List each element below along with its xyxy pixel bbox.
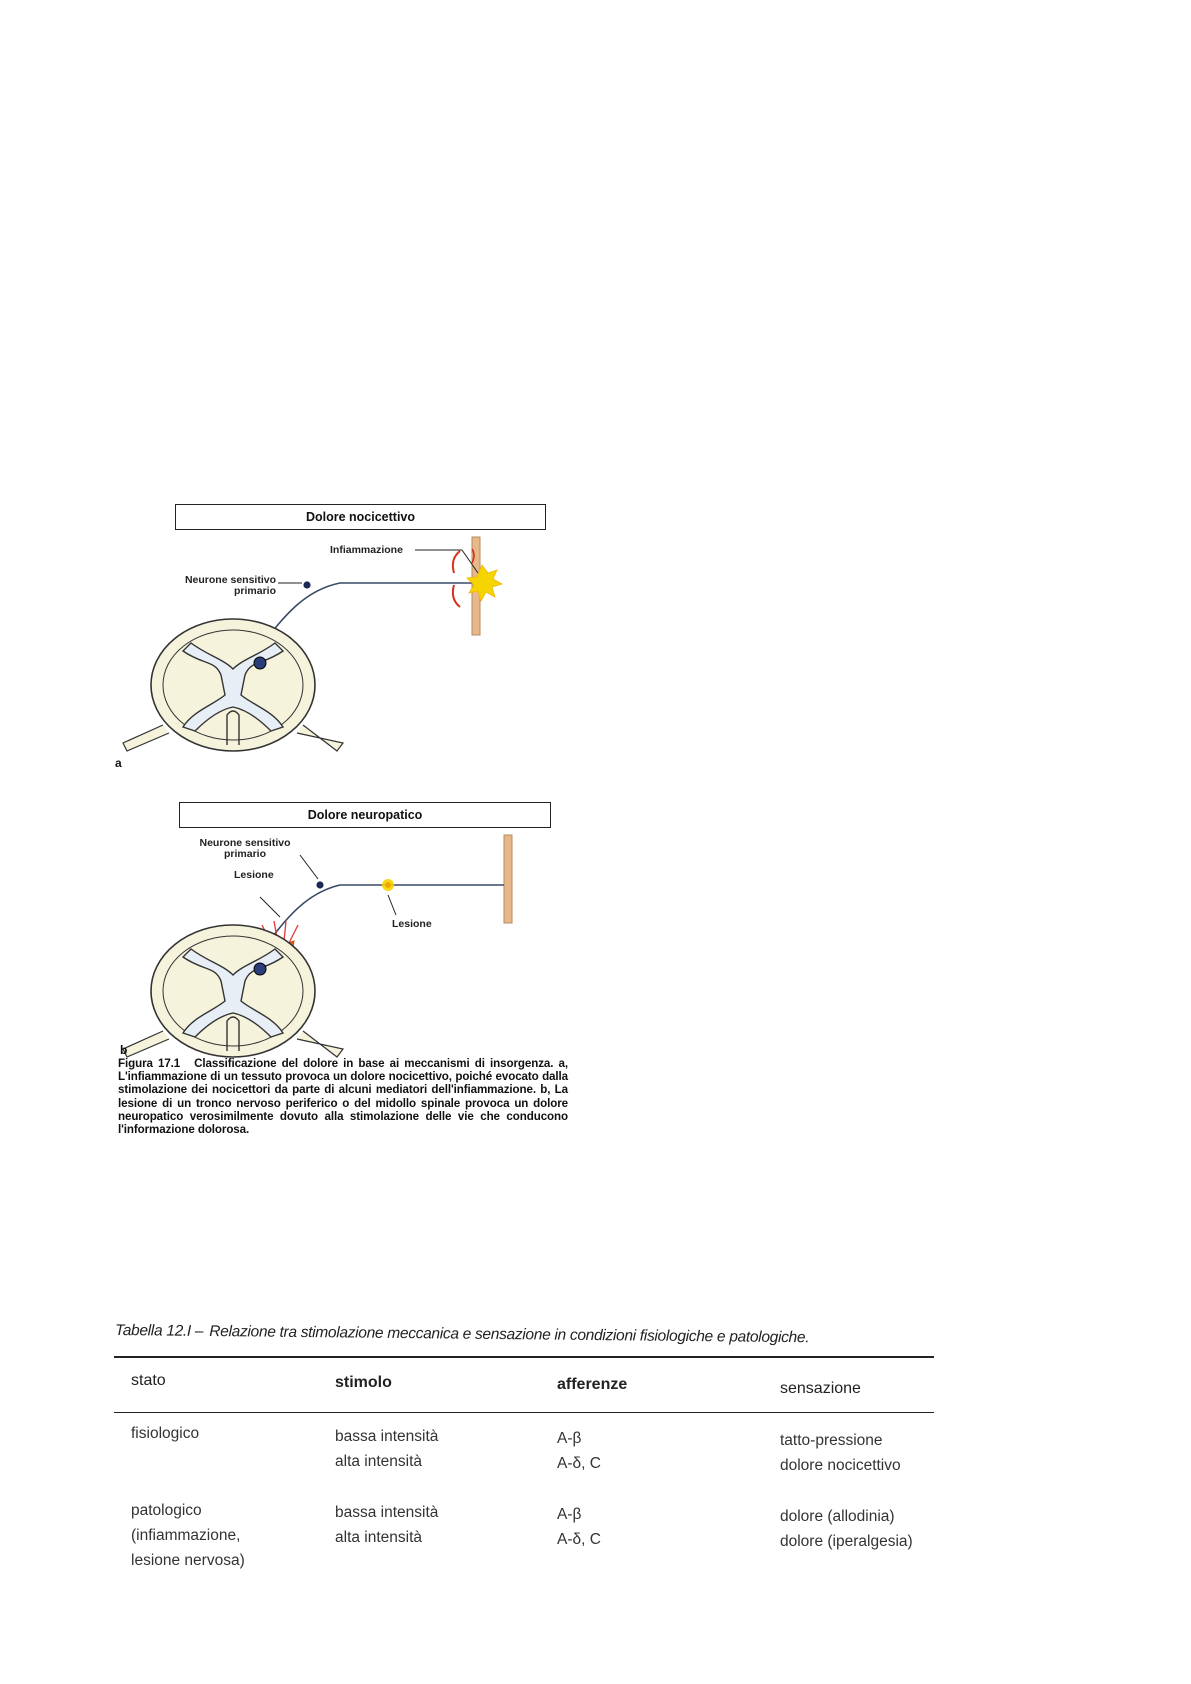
skin-strip-b [504, 835, 512, 923]
row1-stato-line1: fisiologico [131, 1425, 200, 1442]
row2-afferenze [557, 1502, 601, 1552]
table-number: Tabella 12.I – [114, 1322, 204, 1340]
row2-sensazione-line1: dolore (allodinia) [780, 1508, 895, 1525]
row2-sensazione [780, 1504, 913, 1554]
row1-afferenze-line2: A-δ, C [557, 1455, 601, 1472]
table-caption-text: Relazione tra stimolazione meccanica e sensazione in condizioni fisiologiche e patologiche. [209, 1322, 810, 1347]
table-header-rule [114, 1412, 934, 1413]
row2-stimolo [335, 1500, 438, 1550]
panel-b-illustration [110, 795, 570, 1085]
neuron-label-a-line2: primario [233, 585, 276, 597]
neuron-label-b [190, 838, 300, 860]
panel-b-title: Dolore neuropatico [179, 802, 551, 828]
lesion-label-peripheral: Lesione [392, 918, 432, 930]
peripheral-lesion-icon [382, 879, 394, 891]
panel-b-letter: b [120, 1043, 128, 1057]
figure-caption [118, 1057, 568, 1136]
nerve-fibre-a [260, 583, 475, 647]
table-top-rule [114, 1356, 934, 1358]
row2-afferenze-line1: A-β [557, 1506, 582, 1523]
figure-number: Figura 17.1 [118, 1057, 181, 1070]
panel-a-letter: a [115, 756, 122, 770]
panel-a-title: Dolore nocicettivo [175, 504, 546, 530]
lesion-leader-central [260, 897, 280, 917]
spinal-cord-b [123, 925, 343, 1057]
row2-stato-line3: lesione nervosa) [131, 1552, 245, 1569]
neuron-leader-b [300, 855, 318, 879]
spinal-cord-a [123, 619, 343, 751]
neuron-label-a [172, 575, 276, 597]
figure-caption-text: Classificazione del dolore in base ai meccanismi di insorgenza. a, L'infiammazione di un tessuto provoca un dolore nocicettivo, poiché evocato dalla stimolazione dei nocicettori da parte di alcuni mediatori dell'infiammazione. b, La lesione di un tronco nervoso periferico o del midollo spinale provoca un dolore neuropatico verosimilmente dovuto alla stimolazione delle vie che conducono l'informazione dolorosa. [118, 1057, 568, 1137]
header-stato: stato [131, 1372, 166, 1389]
neuron-soma-a [303, 581, 310, 588]
row2-sensazione-line2: dolore (iperalgesia) [780, 1533, 913, 1550]
neuron-label-b-line1: Neurone sensitivo [199, 837, 291, 849]
panel-a-illustration [110, 495, 570, 785]
nerve-fibre-b [260, 885, 504, 953]
row1-afferenze [557, 1426, 601, 1476]
row2-stimolo-line1: bassa intensità [335, 1504, 439, 1521]
row2-stato [131, 1498, 245, 1573]
row1-stimolo-line1: bassa intensità [335, 1428, 439, 1445]
row2-stato-line2: (infiammazione, [131, 1527, 241, 1544]
row2-stimolo-line2: alta intensità [335, 1529, 423, 1546]
neuron-soma-b [316, 881, 323, 888]
row2-afferenze-line2: A-δ, C [557, 1531, 601, 1548]
row1-stato [131, 1421, 199, 1446]
header-stimolo: stimolo [335, 1374, 392, 1391]
header-afferenze: afferenze [557, 1376, 628, 1393]
inflammation-label: Infiammazione [330, 544, 403, 556]
row1-sensazione-line2: dolore nocicettivo [780, 1457, 901, 1474]
header-sensazione: sensazione [780, 1380, 861, 1397]
neuron-label-a-line1: Neurone sensitivo [184, 574, 276, 586]
row1-sensazione-line1: tatto-pressione [780, 1432, 883, 1449]
lesion-label-central: Lesione [234, 869, 274, 881]
table-caption [115, 1322, 1015, 1349]
neuron-label-b-line2: primario [223, 848, 266, 860]
row1-afferenze-line1: A-β [557, 1430, 582, 1447]
row2-stato-line1: patologico [131, 1502, 202, 1519]
row1-sensazione [780, 1428, 901, 1478]
row1-stimolo [335, 1424, 438, 1474]
row1-stimolo-line2: alta intensità [335, 1453, 423, 1470]
